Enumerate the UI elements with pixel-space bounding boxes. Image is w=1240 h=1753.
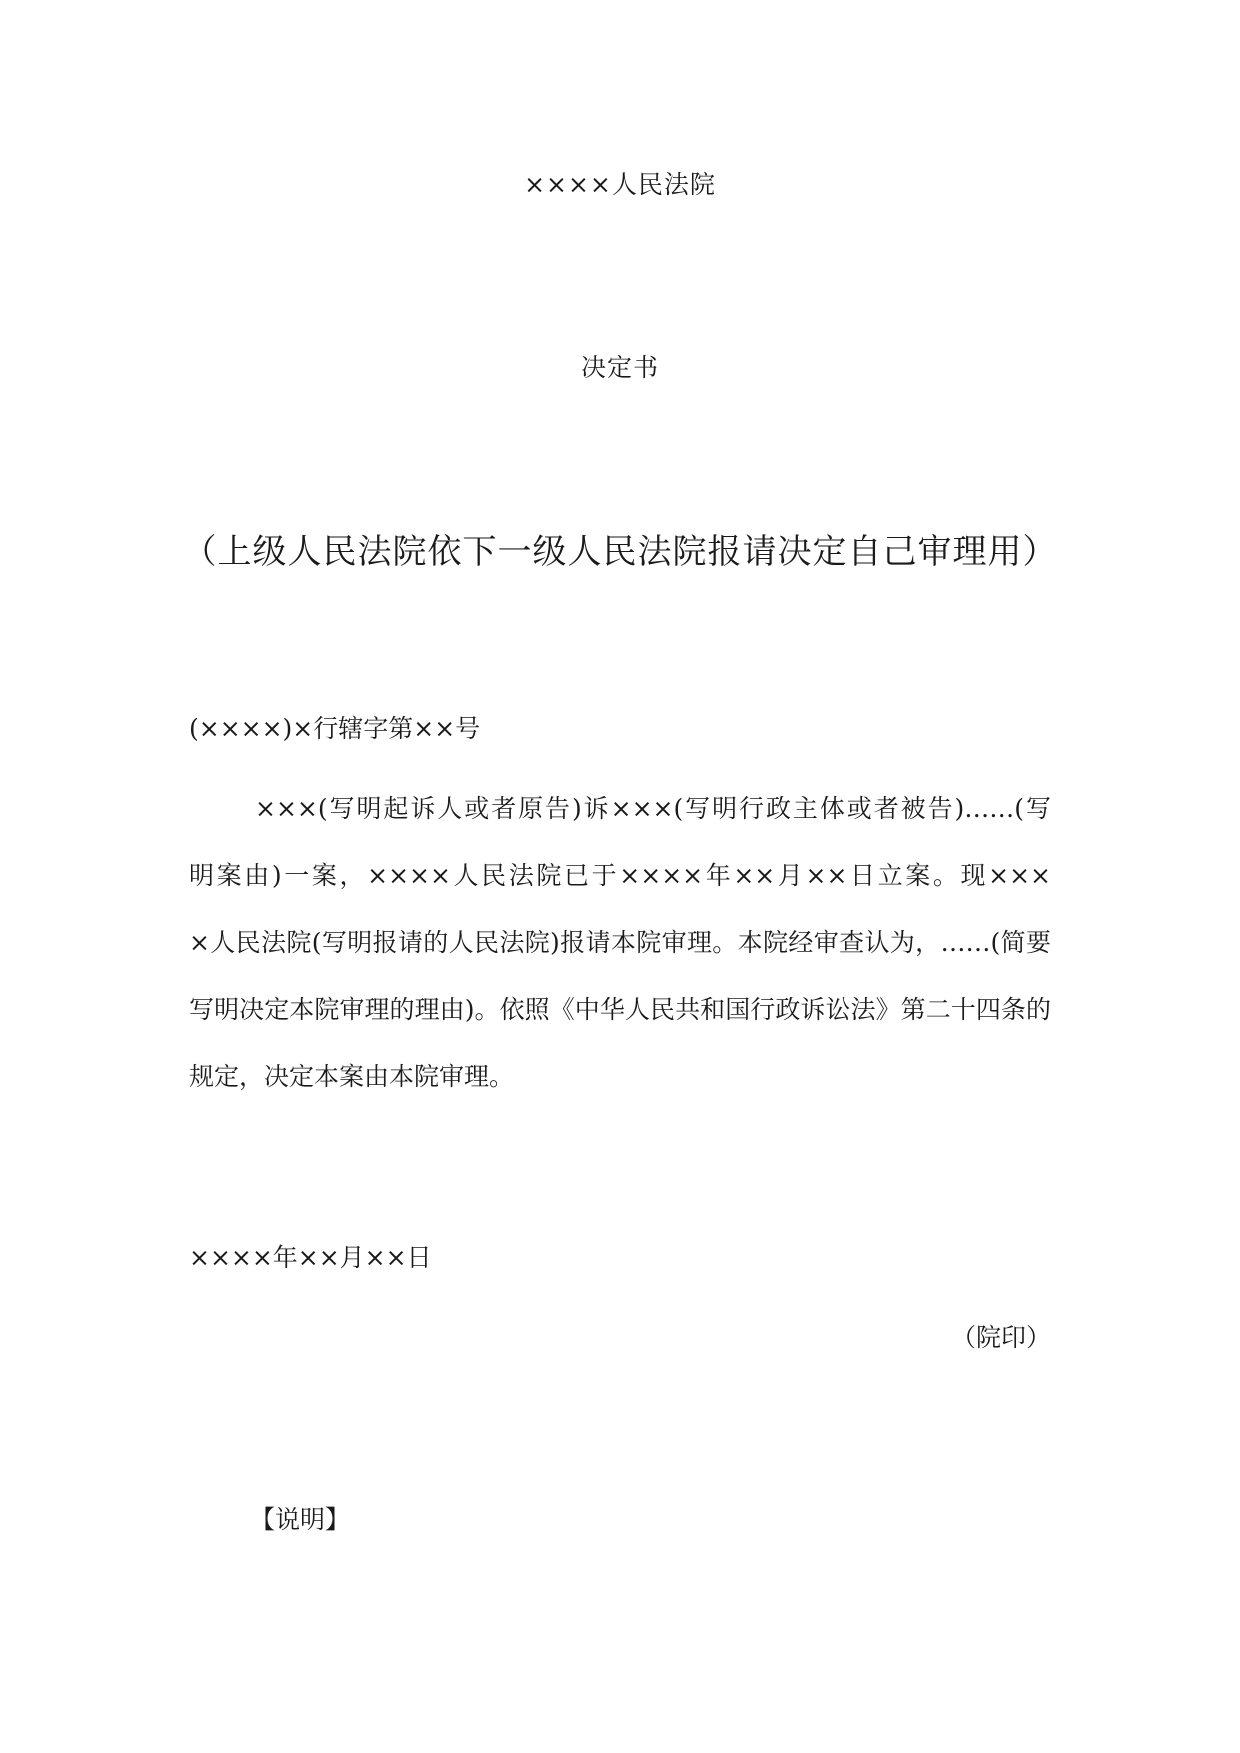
body-line: 写明决定本院审理的理由)。依照《中华人民共和国行政诉讼法》第二十四条的 <box>189 995 1051 1024</box>
body-line: ×××(写明起诉人或者原告)诉×××(写明行政主体或者被告)……(写 <box>255 794 1051 823</box>
body-line: ×人民法院(写明报请的人民法院)报请本院审理。本院经审查认为，……(简要 <box>189 928 1051 957</box>
note-heading: 【说明】 <box>250 1505 351 1534</box>
body-line: 明案由)一案，××××人民法院已于××××年××月××日立案。现××× <box>189 861 1051 890</box>
court-seal-label: （院印） <box>950 1323 1051 1352</box>
document-subtitle: （上级人民法院依下一级人民法院报请决定自己审理用） <box>182 532 1058 572</box>
court-name: ××××人民法院 <box>524 170 716 199</box>
case-number: (××××)×行辖字第××号 <box>189 714 481 743</box>
document-date: ××××年××月××日 <box>189 1243 432 1272</box>
document-title: 决定书 <box>580 353 659 382</box>
body-paragraph <box>189 792 1051 1127</box>
body-line: 规定，决定本案由本院审理。 <box>189 1062 515 1091</box>
